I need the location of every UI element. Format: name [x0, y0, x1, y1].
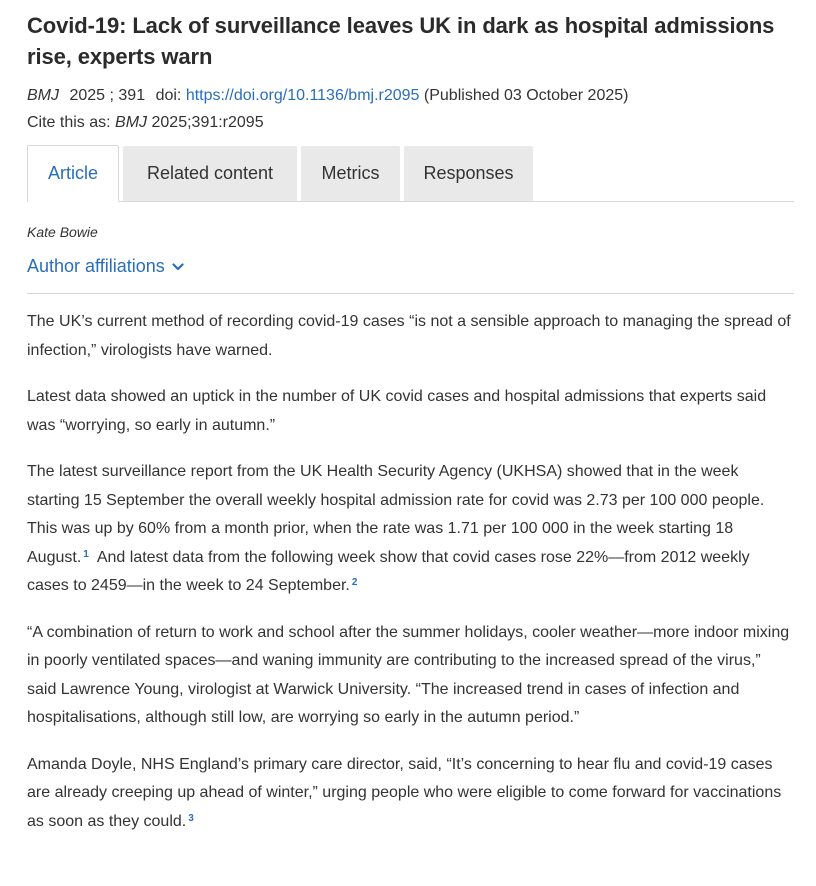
reference-3[interactable]: 3 — [188, 812, 194, 824]
cite-journal: BMJ — [115, 114, 148, 131]
article-meta — [27, 82, 794, 136]
journal-name: BMJ — [27, 87, 59, 104]
citation-line — [27, 82, 794, 109]
tab-responses[interactable]: Responses — [404, 146, 533, 201]
doi-label: doi: — [155, 87, 182, 104]
article-title: Covid-19: Lack of surveillance leaves UK in dark as hospital admissions rise, experts warn — [27, 13, 775, 69]
reference-2[interactable]: 2 — [351, 577, 358, 588]
cite-line — [27, 109, 794, 136]
author-affiliations-label: Author affiliations — [27, 256, 165, 276]
paragraph-1: The UK’s current method of recording covid-19 cases “is not a sensible approach to managing the spread of infection,” virologists have warned. — [27, 313, 791, 359]
cite-reference: 2025;391:r2095 — [151, 114, 264, 131]
paragraph-5-text: Amanda Doyle, NHS England’s primary care director, said, “It’s concerning to hear flu and covid-19 cases are already creeping up ahead of winter,” urging people who were eligible to come forward for vaccinations as soon as they could. — [27, 755, 782, 830]
tab-article[interactable]: Article — [27, 145, 119, 202]
author-name: Kate Bowie — [27, 224, 98, 240]
doi-link[interactable]: https://doi.org/10.1136/bmj.r2095 — [185, 87, 420, 104]
paragraph-3-part-1: The latest surveillance report from the UK Health Security Agency (UKHSA) showed that in the week starting 15 September the overall weekly hospital admission rate for covid was 2.73 per 100 000 people. This was up by 60% from a month prior, when the rate was 1.71 per 100 000 in the week starting 18 August. — [27, 463, 765, 566]
article-year: 2025 — [69, 87, 106, 104]
section-divider — [27, 293, 794, 294]
paragraph-5 — [27, 751, 794, 837]
tab-related-content[interactable]: Related content — [123, 146, 297, 201]
paragraph-2: Latest data showed an uptick in the number of UK covid cases and hospital admissions that experts said was “worrying, so early in autumn.” — [27, 388, 767, 434]
published-date: (Published 03 October 2025) — [423, 87, 629, 104]
paragraph-4: “A combination of return to work and school after the summer holidays, cooler weather—more indoor mixing in poorly ventilated spaces—and waning immunity are contributing to the increased spread of the virus,” said Lawrence Young, virologist at Warwick University. “The increased trend in cases of infection and hospitalisations, although still low, are worrying so early in the autumn period.” — [27, 623, 790, 726]
reference-1[interactable]: 1 — [83, 548, 89, 560]
article-tabs — [27, 145, 794, 202]
author-affiliations-toggle[interactable] — [27, 256, 184, 277]
cite-label: Cite this as: — [27, 114, 111, 131]
article-body — [27, 308, 794, 836]
tab-metrics[interactable]: Metrics — [301, 146, 400, 201]
paragraph-3 — [27, 458, 794, 601]
citation-separator: ; — [109, 87, 114, 104]
article-volume: 391 — [118, 87, 146, 104]
paragraph-3-part-2: And latest data from the following week show that covid cases rose 22%—from 2012 weekly cases to 2459—in the week to 24 September. — [27, 548, 750, 594]
chevron-down-icon — [172, 263, 184, 271]
